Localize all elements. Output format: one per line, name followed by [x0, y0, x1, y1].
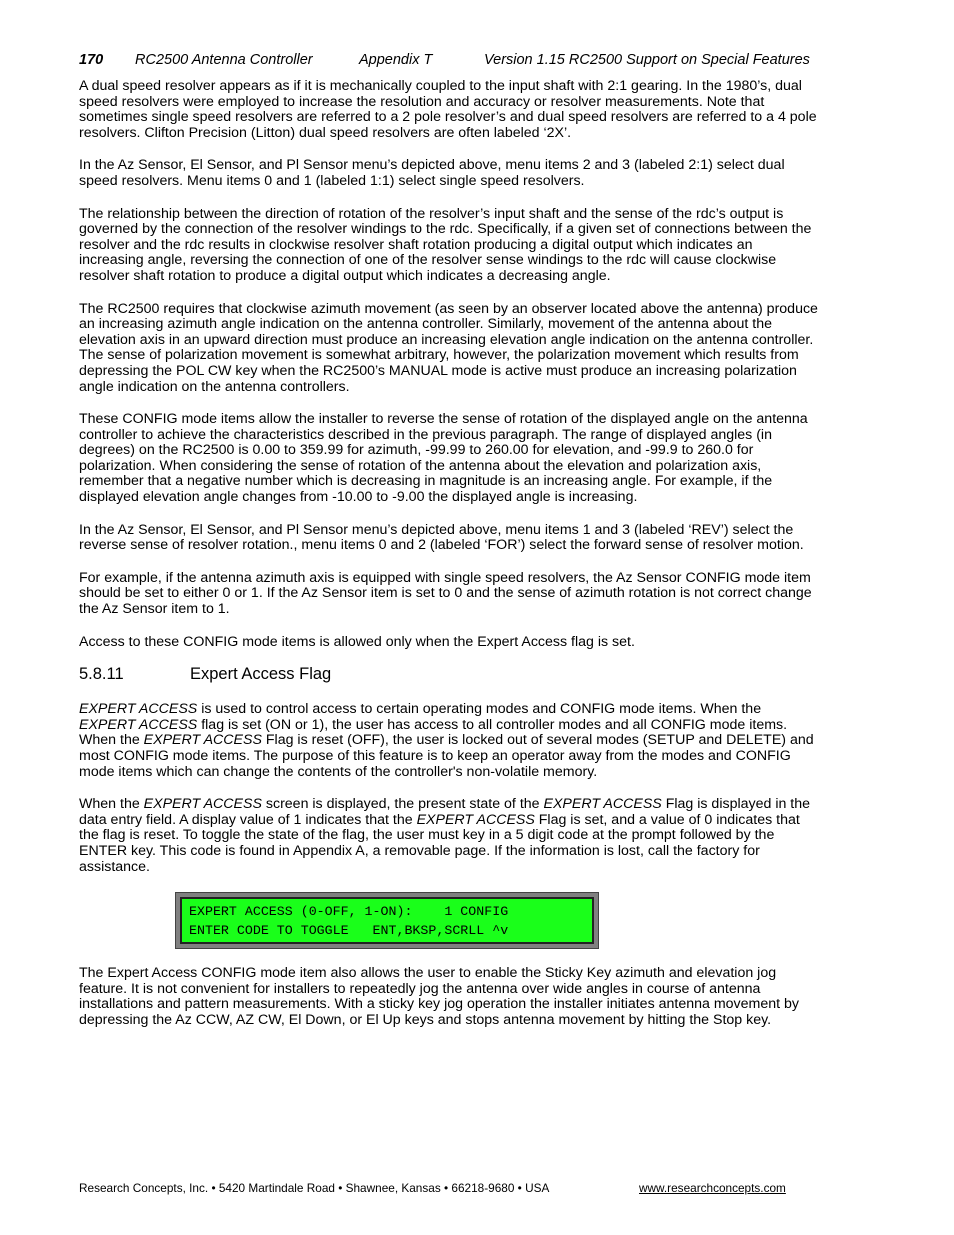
text-run: is used to control access to certain operating modes and CONFIG mode items. When the [197, 701, 762, 718]
footer-address: Research Concepts, Inc. • 5420 Martindale Road • Shawnee, Kansas • 66218-9680 • USA [79, 1181, 550, 1195]
paragraph: For example, if the antenna azimuth axis is equipped with single speed resolvers, the Az Sensor CONFIG mode item should be set to either 0 or 1. If the Az Sensor item is set to 0 and the sense of azimuth rotation is not correct change the Az Sensor item to 1. [79, 569, 812, 618]
paragraph: In the Az Sensor, El Sensor, and Pl Sensor menu’s depicted above, menu items 2 and 3 (labeled 2:1) select dual speed resolvers. Menu items 0 and 1 (labeled 1:1) select single speed resolvers. [79, 157, 785, 189]
paragraph: These CONFIG mode items allow the installer to reverse the sense of rotation of the displayed angle on the antenna controller to achieve the characteristics described in the previous paragraph. The range of displayed angles (in degrees) on the RC2500 is 0.00 to 359.99 for azimuth, -99.99 to 260.00 for elevation, and -99.9 to 260.0 for polarization. When considering the sense of rotation of the antenna about the elevation and polarization axis, remember that a negative number which is decreasing in magnitude is an increasing angle. For example, if the displayed elevation angle changes from -10.00 to -9.00 the displayed angle is increasing. [79, 411, 808, 506]
paragraph: A dual speed resolver appears as if it is mechanically coupled to the input shaft with 2:1 gearing. In the 1980’s, dual speed resolvers were employed to increase the resolution and accuracy or resolver measurements. Note that sometimes single speed resolvers are referred to a 2 pole resolver’s and dual speed resolvers are referred to a 4 pole resolvers. Clifton Precision (Litton) dual speed resolvers are often labeled ‘2X’. [79, 78, 817, 141]
emphasis: EXPERT ACCESS [416, 811, 535, 828]
lcd-line-1: EXPERT ACCESS (0-OFF, 1-ON): 1 CONFIG [189, 904, 509, 920]
document-body [79, 79, 819, 1046]
section-title: Expert Access Flag [190, 665, 332, 684]
emphasis: EXPERT ACCESS [79, 716, 198, 733]
emphasis: EXPERT ACCESS [79, 701, 198, 718]
lcd-display [180, 897, 594, 944]
paragraph: Access to these CONFIG mode items is allowed only when the Expert Access flag is set. [79, 633, 635, 650]
text-run: Flag is displayed in the data entry field. A display value of 1 indicates that the [79, 796, 811, 828]
section-number: 5.8.11 [79, 665, 124, 684]
header-appendix: Appendix T [359, 52, 433, 68]
emphasis: EXPERT ACCESS [143, 732, 262, 749]
emphasis: EXPERT ACCESS [543, 796, 662, 813]
emphasis: EXPERT ACCESS [143, 796, 262, 813]
page-number: 170 [79, 52, 104, 68]
section-heading [79, 667, 819, 685]
paragraph: The RC2500 requires that clockwise azimuth movement (as seen by an observer located above the antenna) produce an increasing azimuth angle indication on the antenna controller. Similarly, movement of the antenna about the elevation axis in an upward direction must produce an increasing elevation angle indication on the antenna controller. The sense of polarization movement is somewhat arbitrary, however, the polarization movement which results from depressing the POL CW key when the RC2500’s MANUAL mode is active must produce an increasing polarization angle indication on the antenna controllers. [79, 300, 818, 395]
text-run: Flag is reset (OFF), the user is locked out of several modes (SETUP and DELETE) and most CONFIG mode items. The purpose of this feature is to keep an operator away from the modes and CONFIG mode items which can change the contents of the controller's non-volatile memory. [79, 732, 814, 780]
text-run: Flag is set, and a value of 0 indicates that the flag is reset. To toggle the state of the flag, the user must key in a 5 digit code at the prompt followed by the ENTER key. This code is found in Appendix A, a removable page. If the information is lost, call the factory for assistance. [79, 811, 800, 875]
paragraph: The relationship between the direction of rotation of the resolver’s input shaft and the sense of the rdc’s output is governed by the connection of the resolver windings to the rdc. Specifically, if a given set of connections between the resolver and the rdc results in clockwise resolver shaft rotation producing a digital output which indicates an increasing angle, reversing the connection of one of the resolver sense windings to the rdc will cause clockwise resolver shaft rotation to produce a digital output which indicates a decreasing angle. [79, 205, 812, 284]
text-run: When the [79, 796, 144, 813]
text-run: flag is set (ON or 1), the user has access to all controller modes and all CONFIG mode items. When the [79, 716, 788, 749]
text-run: screen is displayed, the present state of the [261, 796, 544, 813]
lcd-display-frame [175, 892, 599, 949]
header-section-title: Version 1.15 RC2500 Support on Special Features [484, 52, 810, 68]
paragraph-expert-access-intro [79, 702, 819, 780]
paragraph-expert-access-screen [79, 797, 819, 875]
paragraph: The Expert Access CONFIG mode item also allows the user to enable the Sticky Key azimuth and elevation jog feature. It is not convenient for installers to repeatedly jog the antenna over wide angles in course of antenna installations and pattern measurements. With a sticky key jog operation the installer initiates antenna movement by depressing the Az CCW, AZ CW, El Down, or El Up keys and stops antenna movement by hitting the Stop key. [79, 965, 799, 1028]
header-product: RC2500 Antenna Controller [135, 52, 313, 68]
lcd-line-2: ENTER CODE TO TOGGLE ENT,BKSP,SCRLL ^v [189, 923, 509, 939]
footer-website-link[interactable]: www.researchconcepts.com [639, 1181, 786, 1195]
paragraph: In the Az Sensor, El Sensor, and Pl Sensor menu’s depicted above, menu items 1 and 3 (labeled ‘REV’) select the reverse sense of resolver rotation., menu items 0 and 2 (labeled ‘FOR’) select the forward sense of resolver motion. [79, 521, 804, 554]
